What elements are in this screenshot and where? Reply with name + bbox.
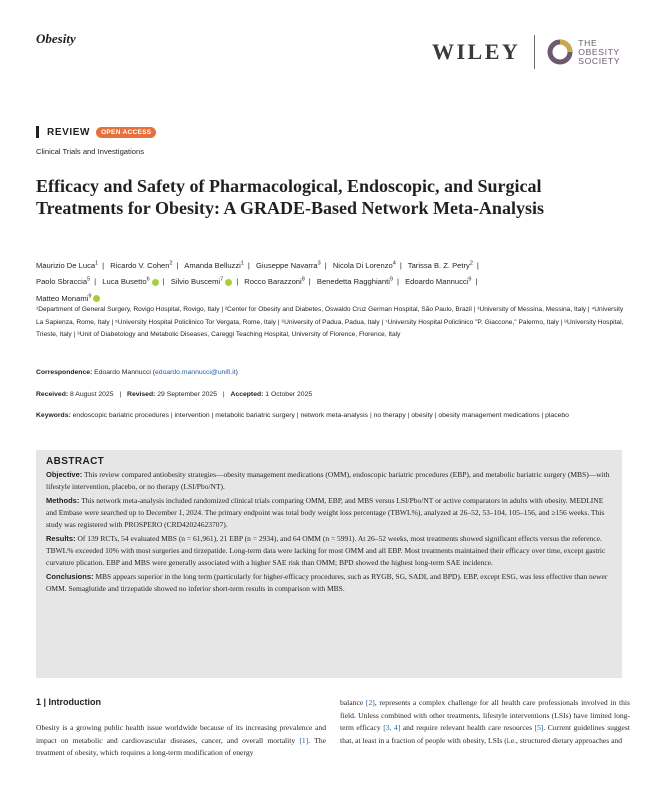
abstract-objective: Objective: This review compared antiobesity strategies—obesity management medications (OMM), endoscopic bariatric procedures (EBP), and metabolic bariatric surgery (MBS)—with lifestyle intervention, placebo, or no therapy (LSI/Pbo/NT).: [46, 470, 610, 491]
open-access-badge[interactable]: OPEN ACCESS: [96, 127, 156, 138]
society-line-2: OBESITY: [578, 46, 620, 57]
author[interactable]: Maurizio De Luca$^1$: [36, 260, 99, 270]
author[interactable]: Benedetta Ragghianti$^9$: [316, 276, 393, 287]
orcid-icon[interactable]: [93, 295, 100, 302]
wiley-logo[interactable]: WILEY: [432, 39, 521, 64]
abstract-results: Results: Of 139 RCTs, 54 evaluated MBS (n = 61,961), 21 EBP (n = 2934), and 64 OMM (n = 5991). At 26–52 weeks, most treatments showed significant effects versus the reference. TBWL% exceeded 10% with most surgeries and tirzepatide. Long-term data were lacking for most OMM and all EBP. Most treatments maintained their efficacy over time, except gastric curvature plication. EBP and MBS were generally associated with a higher SAE risk than OMM; BPD showed the highest long-term SAE incidence.: [46, 534, 606, 567]
abstract-box: [36, 450, 622, 678]
abstract-conclusions: Conclusions: MBS appears superior in the long term (particularly for higher-efficacy procedures, such as RYGB, SG, SADI, and BPD). EBP, except ESG, was less effective than newer OMM. Semaglutide and tirzepatide showed no inferior short-term results in comparison with MBS.: [46, 572, 608, 593]
author[interactable]: Nicola Di Lorenzo$^4$: [332, 260, 396, 270]
correspondence-name: Edoardo Mannucci: [94, 369, 151, 376]
journal-name: Obesity: [36, 31, 76, 46]
keywords-text: endoscopic bariatric procedures | intervention | metabolic bariatric surgery | network meta-analysis | no therapy | obesity | obesity management medications | placebo: [72, 412, 569, 419]
society-line-3: SOCIETY: [578, 55, 621, 66]
orcid-icon[interactable]: [225, 279, 232, 286]
accepted-date: 1 October 2025: [265, 391, 313, 398]
article-category: Clinical Trials and Investigations: [36, 147, 145, 156]
revised-label: Revised:: [127, 391, 156, 398]
abstract-methods: Methods: This network meta-analysis included randomized clinical trials comparing OMM, EBP, and MBS versus LSI/Pbo/NT or active comparators in adults with obesity. MEDLINE and Embase were searched up to December 1, 2024. The primary endpoint was total body weight loss percentage (TBWL%), analyzed at 26–52, 53–104, 105–156, and ≥156 weeks. This study was registered with PROSPERO (CRD42024623707).: [46, 496, 605, 529]
author[interactable]: Silvio Buscemi$^7$: [171, 277, 232, 286]
intro-paragraph-right: balance [2], represents a complex challenge for all health care professionals involved in this field. Unless combined with other treatments, lifestyle interventions (LSIs) have limited long-term efficacy [3, 4] and require relevant health care resources [5]. Current guidelines suggest that, at least in a fraction of people with obesity, LSIs (i.e., structured dietary approaches and: [340, 698, 630, 745]
author[interactable]: Luca Busetto$^6$: [102, 277, 158, 286]
keywords: [36, 410, 596, 422]
author[interactable]: Matteo Monami$^9$: [36, 294, 100, 303]
correspondence: Correspondence: Edoardo Mannucci (edoardo.mannucci@unifi.it): [36, 369, 238, 376]
author[interactable]: Rocco Barazzoni$^8$: [244, 276, 305, 287]
affiliations: ¹Department of General Surgery, Rovigo Hospital, Rovigo, Italy | ²Center for Obesity and Diabetes, Oswaldo Cruz German Hospital, São Paulo, Brazil | ³University of Messina, Messina, Italy | ⁴University La Sapienza, Rome, Italy | ⁵University Hospital Policlinico Tor Vergata, Rome, Italy | ⁶University of Padua, Padua, Italy | ⁷University Hospital Policlinico "P. Giaccone," Palermo, Italy | ⁸University Hospital, Trieste, Italy | ⁹Unit of Diabetology and Metabolic Diseases, Careggi Teaching Hospital, University of Florence, Florence, Italy: [36, 306, 624, 338]
author[interactable]: Amanda Belluzzi$^1$: [184, 260, 244, 270]
accepted-label: Accepted:: [230, 391, 264, 398]
author-list: Maurizio De Luca$^1$ | Ricardo V. Cohen$^2$ | Amanda Belluzzi$^1$ | Giuseppe Navarra$^3$ | Nicola Di Lorenzo$^4$ | Tarissa B. Z. Petry$^2$ | Paolo Sbraccia$^5$ | Luca Busetto$^6$ | Silvio Buscemi$^7$ | Rocco Barazzoni$^8$ | Benedetta Ragghianti$^9$ | Edoardo Mannucci$^9$ | Matteo Monami$^9$: [36, 260, 479, 303]
article-dates: Received: 8 August 2025 | Revised: 29 September 2025 | Accepted: 1 October 2025: [36, 391, 313, 398]
publisher-logos: [432, 35, 620, 69]
logo-divider: [534, 35, 535, 69]
author[interactable]: Ricardo V. Cohen$^2$: [110, 260, 173, 270]
revised-date: 29 September 2025: [157, 391, 217, 398]
orcid-icon[interactable]: [152, 279, 159, 286]
author[interactable]: Edoardo Mannucci$^9$: [405, 276, 472, 287]
citation-link[interactable]: [1]: [299, 735, 309, 745]
correspondence-label: Correspondence:: [36, 369, 93, 376]
author[interactable]: Paolo Sbraccia$^5$: [36, 276, 91, 287]
citation-link[interactable]: [5]: [534, 723, 544, 732]
abstract-heading: ABSTRACT: [46, 456, 105, 467]
society-line-1: THE: [578, 37, 598, 48]
intro-paragraph-left: Obesity is a growing public health issue worldwide because of its increasing prevalence and impact on metabolic and cardiovascular diseases, cancer, and overall mortality [1]. The treatment of obesity, which requires a long-term modification of energy: [36, 723, 326, 757]
article-title: Efficacy and Safety of Pharmacological, Endoscopic, and Surgical Treatments for Obesity: A GRADE-Based Network Meta-Analysis: [36, 176, 544, 218]
citation-link[interactable]: [3, 4]: [383, 723, 401, 732]
correspondence-email[interactable]: edoardo.mannucci@unifi.it: [155, 369, 236, 376]
section-heading-introduction: 1 | Introduction: [36, 697, 102, 707]
citation-link[interactable]: [2]: [365, 698, 375, 707]
article-type-bar: [36, 126, 39, 138]
keywords-label: Keywords:: [36, 412, 71, 419]
obesity-society-logo[interactable]: [578, 39, 620, 66]
obesity-society-icon: [547, 39, 573, 65]
received-date: 8 August 2025: [70, 391, 114, 398]
author[interactable]: Tarissa B. Z. Petry$^2$: [407, 260, 473, 270]
article-type-row: [36, 126, 156, 138]
article-type: REVIEW: [47, 126, 91, 138]
received-label: Received:: [36, 391, 69, 398]
author[interactable]: Giuseppe Navarra$^3$: [256, 260, 321, 270]
